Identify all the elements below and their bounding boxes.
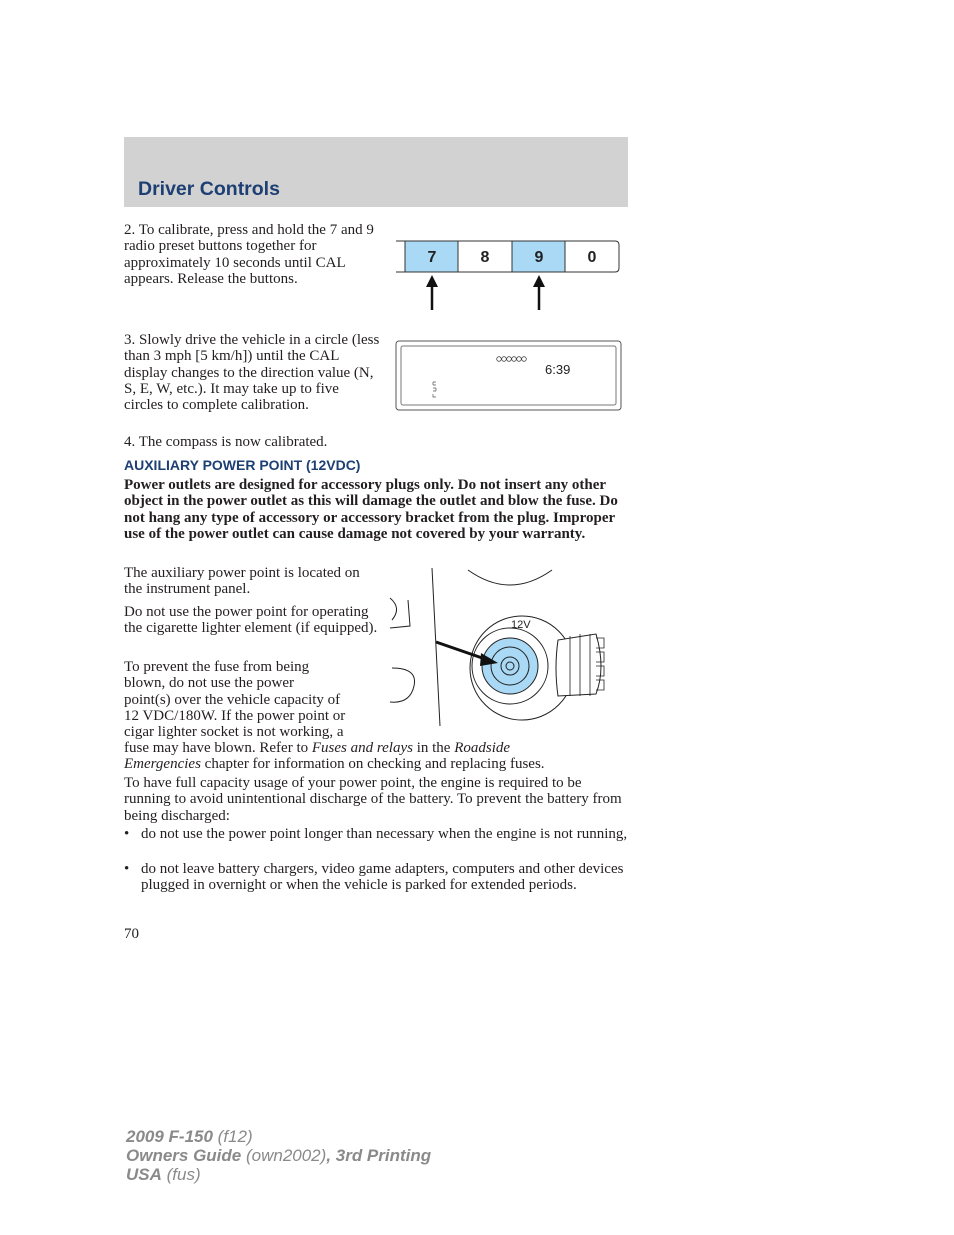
- document-footer: 2009 F-150 (f12) Owners Guide (own2002), 3rd Printing USA (fus): [126, 1127, 432, 1184]
- radio-preset-buttons-illustration: [396, 238, 622, 312]
- paragraph-capacity: To have full capacity usage of your power point, the engine is required to be running to avoid unintentional discharge of the battery. To prevent the battery from being discharged:: [124, 775, 622, 824]
- section-header-band: [124, 137, 628, 207]
- paragraph-lighter: Do not use the power point for operating the cigarette lighter element (if equipped).: [124, 604, 378, 637]
- fuse-line-3: point(s) over the vehicle capacity of: [124, 691, 341, 708]
- list-item: • do not use the power point longer than necessary when the engine is not running,: [124, 826, 628, 842]
- paragraph-fuse: [124, 659, 386, 740]
- section-heading: AUXILIARY POWER POINT (12VDC): [124, 457, 361, 473]
- outlet-cap-icon: [556, 634, 604, 696]
- fuse-line-1: To prevent the fuse from being: [124, 659, 310, 675]
- fuse-line-4: 12 VDC/180W. If the power point or: [124, 707, 346, 724]
- radio-label-8: 8: [480, 249, 490, 266]
- emergencies-reference: Emergencies: [124, 756, 201, 773]
- step-2-text: 2. To calibrate, press and hold the 7 and 9 radio preset buttons together for approximately 10 seconds until CAL appears. Release the buttons.: [124, 222, 374, 287]
- power-outlet-socket: [482, 638, 538, 694]
- step-3-text: 3. Slowly drive the vehicle in a circle (less than 3 mph [5 km/h]) until the CAL display changes to the direction value (N, S, E, W, etc.). It may take up to five circles to complete calibration.: [124, 332, 380, 414]
- paragraph-fuse-continued: fuse may have blown. Refer to Fuses and relays in the Roadside Emergencies chapter for information on checking and replacing fuses.: [124, 740, 545, 773]
- list-item: • do not leave battery chargers, video game adapters, computers and other devices plugged in overnight or when the vehicle is parked for extended periods.: [124, 861, 624, 894]
- page-number: 70: [124, 926, 139, 942]
- outlet-label: 12V: [511, 619, 531, 631]
- fuses-relays-reference: Fuses and relays: [311, 740, 413, 756]
- bullet-icon: •: [124, 861, 130, 877]
- radio-label-0: 0: [587, 249, 597, 266]
- warning-text: Power outlets are designed for accessory plugs only. Do not insert any other object in the power outlet as this will damage the outlet and blow the fuse. Do not hang any type of accessory or accessory bracket from the plug. Improper use of the power outlet can cause damage not covered by your warranty.: [124, 477, 618, 542]
- radio-label-9: 9: [534, 249, 544, 266]
- fuse-line-5: cigar lighter socket is not working, a: [124, 724, 344, 741]
- power-point-illustration: [384, 564, 614, 730]
- page-title: Driver Controls: [138, 178, 280, 200]
- fuse-line-2: blown, do not use the power: [124, 675, 294, 692]
- arrow-icon: [533, 275, 545, 310]
- paragraph-location: The auxiliary power point is located on the instrument panel.: [124, 565, 360, 598]
- radio-display-illustration: [395, 340, 623, 412]
- step-4-text: 4. The compass is now calibrated.: [124, 434, 328, 450]
- roadside-reference: Roadside: [454, 740, 511, 756]
- radio-label-7: 7: [427, 249, 437, 266]
- arrow-icon: [426, 275, 438, 310]
- bullet-icon: •: [124, 826, 130, 842]
- display-time: 6:39: [545, 362, 571, 377]
